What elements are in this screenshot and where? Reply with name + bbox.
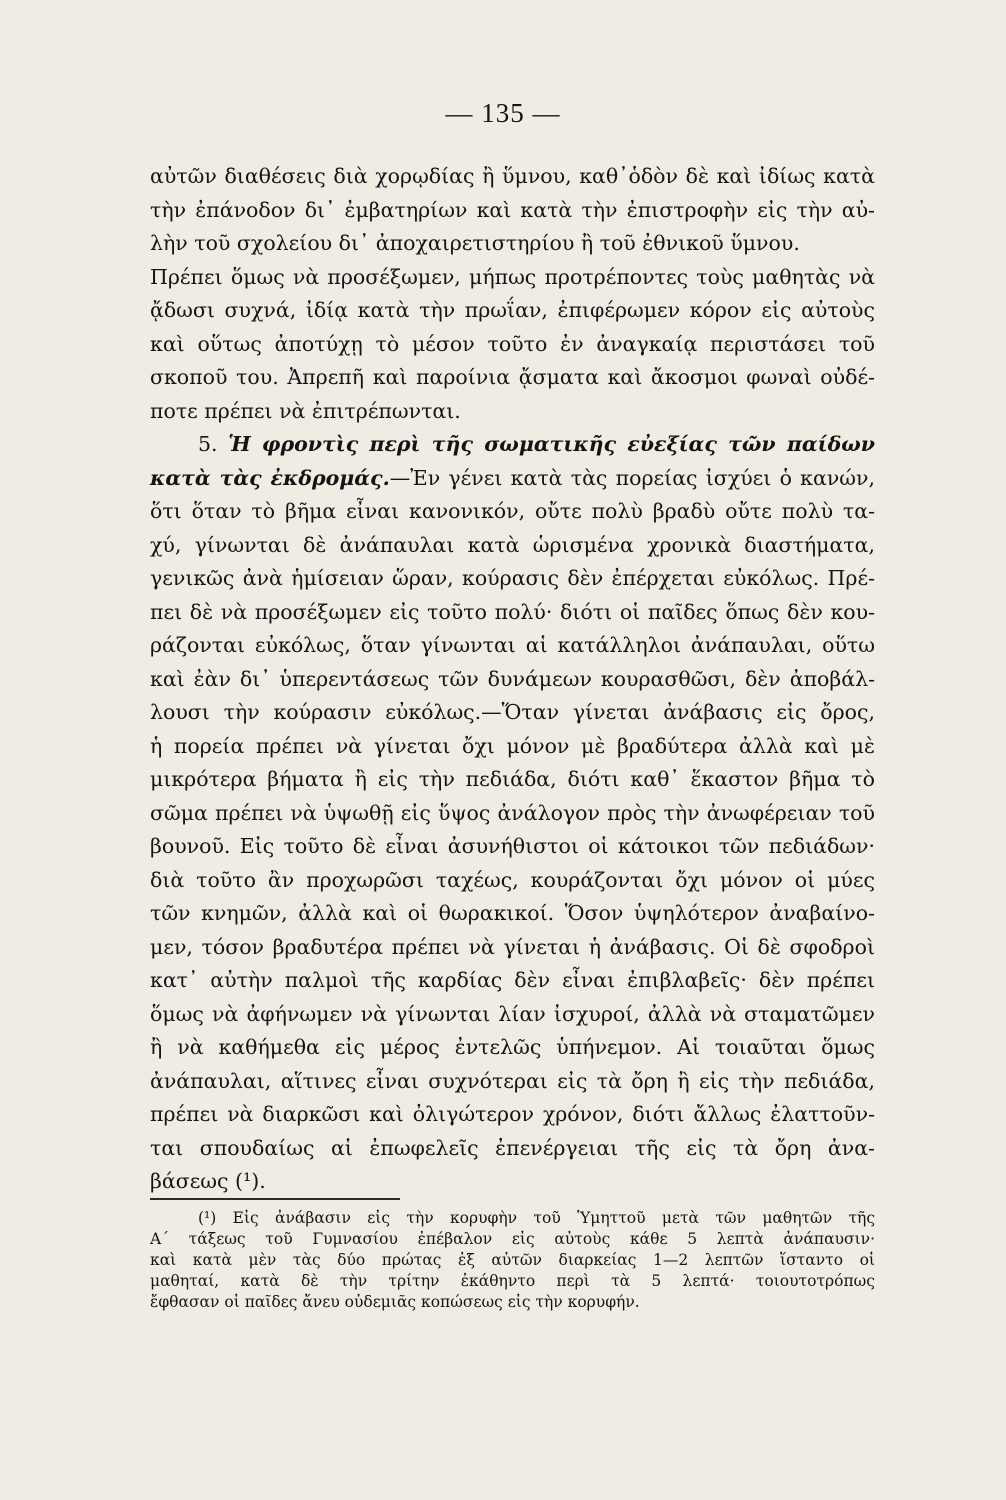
- section-number: 5.: [198, 432, 218, 456]
- footnote-line: ἔφθασαν οἱ παῖδες ἄνευ οὐδεμιᾶς κοπώσεως εἰς τὴν κορυφήν.: [150, 1293, 640, 1311]
- text-line: ὅμως νὰ ἀφήνωμεν νὰ γίνωνται λίαν ἰσχυροί, ἀλλὰ νὰ σταματῶμεν: [150, 1001, 875, 1026]
- body-text: [150, 160, 875, 1199]
- page-number: — 135 —: [445, 98, 561, 128]
- text-line: σκοποῦ του. Ἀπρεπῆ καὶ παροίνια ᾄσματα καὶ ἄκοσμοι φωναὶ οὐδέ-: [150, 365, 875, 389]
- footnote-line: μαθηταί, κατὰ δὲ τὴν τρίτην ἐκάθηντο περὶ τὰ 5 λεπτά· τοιουτοτρόπως: [150, 1272, 875, 1290]
- text-line: βάσεως (¹).: [150, 1169, 266, 1193]
- text-line: Πρέπει ὅμως νὰ προσέξωμεν, μήπως προτρέποντες τοὺς μαθητὰς νὰ: [150, 264, 875, 289]
- text-line: γενικῶς ἀνὰ ἡμίσειαν ὥραν, κούρασις δὲν ἐπέρχεται εὐκόλως. Πρέ-: [150, 566, 875, 590]
- text-line: ται σπουδαίως αἱ ἐπωφελεῖς ἐπενέργειαι τῆς εἰς τὰ ὄρη ἀνα-: [150, 1135, 875, 1160]
- text-line: χύ, γίνωνται δὲ ἀνάπαυλαι κατὰ ὡρισμένα χρονικὰ διαστήματα,: [150, 532, 875, 557]
- text-line: σῶμα πρέπει νὰ ὑψωθῇ εἰς ὕψος ἀνάλογον πρὸς τὴν ἀνωφέρειαν τοῦ: [150, 800, 875, 825]
- text-span: —Ἐν γένει κατὰ τὰς πορείας ἰσχύει ὁ κανών,: [389, 465, 875, 490]
- text-line: ποτε πρέπει νὰ ἐπιτρέπωνται.: [150, 398, 461, 423]
- footnote-line: Α´ τάξεως τοῦ Γυμνασίου ἐπέβαλον εἰς αὐτοὺς κάθε 5 λεπτὰ ἀνάπαυσιν·: [150, 1230, 875, 1248]
- footnote: [150, 1208, 875, 1313]
- text-line: λουσι τὴν κούρασιν εὐκόλως.—Ὅταν γίνεται ἀνάβασις εἰς ὄρος,: [150, 700, 875, 724]
- text-line: ἡ πορεία πρέπει νὰ γίνεται ὄχι μόνον μὲ βραδύτερα ἀλλὰ καὶ μὲ: [150, 733, 875, 758]
- text-line: πει δὲ νὰ προσέξωμεν εἰς τοῦτο πολύ· διότι οἱ παῖδες ὅπως δὲν κου-: [150, 599, 875, 624]
- text-line: βουνοῦ. Εἰς τοῦτο δὲ εἶναι ἀσυνήθιστοι οἱ κάτοικοι τῶν πεδιάδων·: [150, 834, 875, 858]
- footnote-divider: [150, 1198, 400, 1200]
- footnote-line: (¹) Εἰς ἀνάβασιν εἰς τὴν κορυφὴν τοῦ Ὑμηττοῦ μετὰ τῶν μαθητῶν τῆς: [198, 1209, 875, 1227]
- text-line: καὶ οὕτως ἀποτύχῃ τὸ μέσον τοῦτο ἐν ἀναγκαίᾳ περιστάσει τοῦ: [150, 331, 875, 356]
- text-line: τῶν κνημῶν, ἀλλὰ καὶ οἱ θωρακικοί. Ὅσον ὑψηλότερον ἀναβαίνο-: [150, 901, 875, 925]
- text-line: ράζονται εὐκόλως, ὅταν γίνωνται αἱ κατάλληλοι ἀνάπαυλαι, οὕτω: [150, 633, 875, 657]
- text-line: ὅτι ὅταν τὸ βῆμα εἶναι κανονικόν, οὔτε πολὺ βραδὺ οὔτε πολὺ τα-: [150, 499, 875, 523]
- footnote-line: καὶ κατὰ μὲν τὰς δύο πρώτας ἐξ αὐτῶν διαρκείας 1—2 λεπτῶν ἵσταντο οἱ: [150, 1251, 875, 1269]
- section-heading-cont: κατὰ τὰς ἐκδρομάς.: [150, 465, 390, 490]
- text-line: ἢ νὰ καθήμεθα εἰς μέρος ἐντελῶς ὑπήνεμον. Αἱ τοιαῦται ὅμως: [150, 1035, 875, 1059]
- text-line: ᾄδωσι συχνά, ἰδίᾳ κατὰ τὴν πρωΐαν, ἐπιφέρωμεν κόρον εἰς αὐτοὺς: [150, 298, 875, 322]
- section-heading: Ἡ φροντὶς περὶ τῆς σωματικῆς εὐεξίας τῶν παίδων: [228, 432, 875, 456]
- text-line: τὴν ἐπάνοδον δι᾽ ἐμβατηρίων καὶ κατὰ τὴν ἐπιστροφὴν εἰς τὴν αὐ-: [150, 197, 875, 222]
- text-line: λὴν τοῦ σχολείου δι᾽ ἀποχαιρετιστηρίου ἢ τοῦ ἐθνικοῦ ὕμνου.: [150, 231, 800, 255]
- section-heading-line: [150, 462, 875, 496]
- text-line: κατ᾽ αὐτὴν παλμοὶ τῆς καρδίας δὲν εἶναι ἐπιβλαβεῖς· δὲν πρέπει: [150, 968, 875, 992]
- text-line: αὐτῶν διαθέσεις διὰ χορῳδίας ἢ ὕμνου, καθ᾽ὁδὸν δὲ καὶ ἰδίως κατὰ: [150, 164, 875, 188]
- text-line: πρέπει νὰ διαρκῶσι καὶ ὀλιγώτερον χρόνον, διότι ἄλλως ἐλαττοῦν-: [150, 1102, 875, 1126]
- text-line: μικρότερα βήματα ἢ εἰς τὴν πεδιάδα, διότι καθ᾽ ἕκαστον βῆμα τὸ: [150, 767, 875, 791]
- text-line: μεν, τόσον βραδυτέρα πρέπει νὰ γίνεται ἡ ἀνάβασις. Οἱ δὲ σφοδροὶ: [150, 934, 875, 959]
- text-line: ἀνάπαυλαι, αἵτινες εἶναι συχνότεραι εἰς τὰ ὄρη ἢ εἰς τὴν πεδιάδα,: [150, 1068, 875, 1093]
- section-heading-line: [150, 428, 875, 462]
- text-line: καὶ ἐὰν δι᾽ ὑπερεντάσεως τῶν δυνάμεων κουρασθῶσι, δὲν ἀποβάλ-: [150, 666, 875, 691]
- text-line: διὰ τοῦτο ἂν προχωρῶσι ταχέως, κουράζονται ὄχι μόνον οἱ μύες: [150, 867, 875, 892]
